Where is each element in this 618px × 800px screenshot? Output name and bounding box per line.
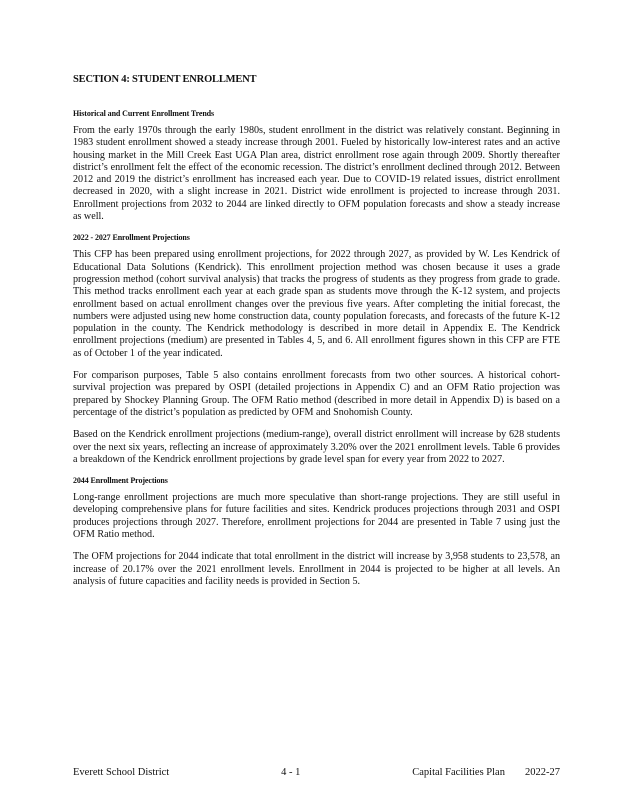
projections-paragraph-3: Based on the Kendrick enrollment projections (medium-range), overall district enrollment will increase by 628 students over the next six years, reflecting an increase of approximately 3.20% over the 2021 enrollment levels. Table 6 provides a breakdown of the Kendrick enrollment projections by grade level span for every year from 2022 to 2027. xyxy=(73,429,560,465)
projections-2044-paragraph-1: Long-range enrollment projections are much more speculative than short-range projections. They are still useful in developing comprehensive plans for future facilities and sites. Kendrick produces projections through 2031 and OSPI produces projections through 2027. Therefore, enrollment projections for 2044 are presented in Table 7 using just the OFM Ratio method. xyxy=(73,492,560,541)
section-title: SECTION 4: STUDENT ENROLLMENT xyxy=(73,74,257,85)
historical-paragraph: From the early 1970s through the early 1980s, student enrollment in the district was relatively constant. Beginning in 1983 student enrollment showed a steady increase through 2001. Fueled by historically low-interest rates and an active housing market in the Mill Creek East UGA Plan area, district enrollment rose again through 2009. Shortly thereafter district’s enrollment felt the effect of the economic recession. The district’s enrollment declined through 2012. Between 2012 and 2019 the district’s enrollment has increased each year. Due to COVID-19 related issues, district enrollment decreased in 2020, with a slight increase in 2021. District wide enrollment is projected to increase through 2031. Enrollment projections from 2032 to 2044 are linked directly to OFM population forecasts and show a steady increase as well. xyxy=(73,125,560,223)
footer-document-title: Capital Facilities Plan xyxy=(412,767,505,778)
projections-paragraph-2: For comparison purposes, Table 5 also contains enrollment forecasts from two other sources. A historical cohort-survival projection was prepared by OSPI (detailed projections in Appendix C) and an OFM Ratio projection was prepared by Shockey Planning Group. The OFM Ratio method (described in more detail in Appendix D) is based on a percentage of the district’s population as predicted by OFM and Snohomish County. xyxy=(73,370,560,418)
footer-right xyxy=(412,767,560,778)
footer-district: Everett School District xyxy=(73,767,170,778)
projections-2044-paragraph-2: The OFM projections for 2044 indicate that total enrollment in the district will increase by 3,958 students to 23,578, an increase of 20.17% over the 2021 enrollment levels. Enrollment in 2044 is projected to be higher at all levels. An analysis of future capacities and facility needs is provided in Section 5. xyxy=(73,551,560,587)
historical-heading: Historical and Current Enrollment Trends xyxy=(73,109,215,118)
footer-date: 2022-27 xyxy=(524,767,560,778)
projections-2022-2027-heading: 2022 - 2027 Enrollment Projections xyxy=(73,233,190,243)
footer-page-number: 4 - 1 xyxy=(281,767,301,778)
page-footer xyxy=(73,767,560,778)
projections-paragraph-1: This CFP has been prepared using enrollment projections, for 2022 through 2027, as provided by W. Les Kendrick of Educational Data Solutions (Kendrick). This enrollment projection method was chosen because it uses a grade progression method (cohort survival analysis) that tracks the progress of students as they progress from grade to grade. This method tracks enrollment each year at each grade span as students move through the K-12 system, and projects enrollment based on actual enrollment changes over the previous five years. After completing the initial forecast, the numbers were adjusted using new home construction data, county population forecasts, and forecasts of the future K-12 population in the county. The Kendrick methodology is described in more detail in Appendix E. The Kendrick enrollment projections (medium) are presented in Tables 4, 5, and 6. All enrollment figures shown in this CFP are FTE as of October 1 of the year indicated. xyxy=(73,249,560,359)
projections-2044-heading: 2044 Enrollment Projections xyxy=(73,476,168,486)
